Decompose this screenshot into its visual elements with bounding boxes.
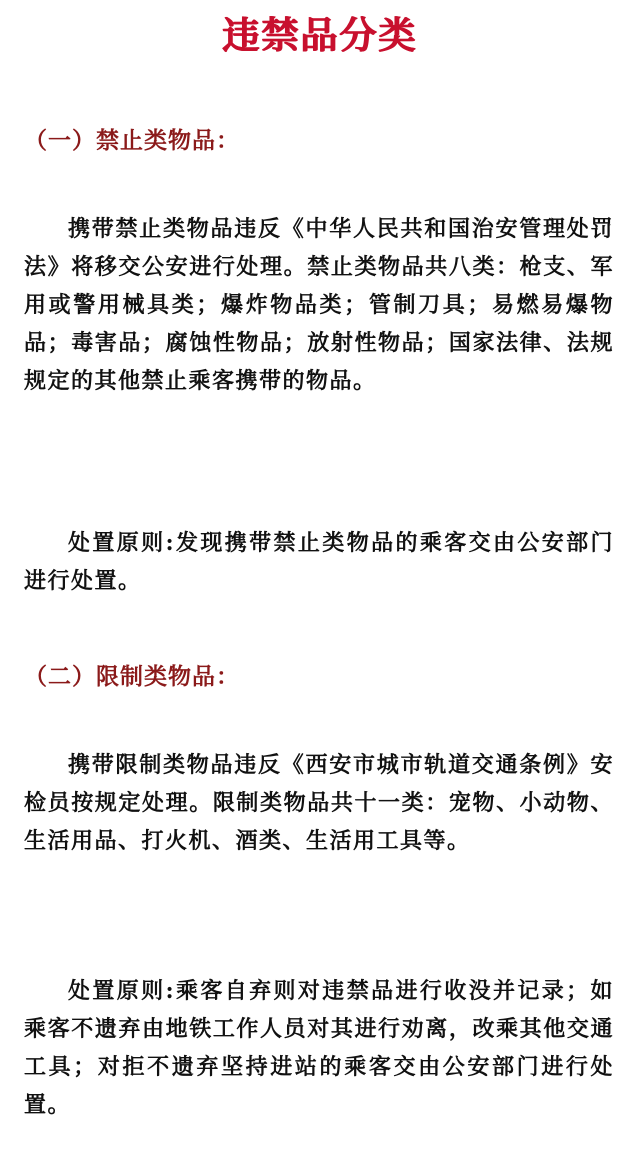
page-title: 违禁品分类 bbox=[222, 14, 418, 57]
paragraph-restricted-disposal: 处置原则:乘客自弃则对违禁品进行收没并记录；如乘客不遗弃由地铁工作人员对其进行劝离，改乘其他交通工具；对拒不遗弃坚持进站的乘客交由公安部门进行处置。 bbox=[24, 978, 614, 1118]
section-heading-prohibited: （一）禁止类物品： bbox=[24, 127, 240, 154]
paragraph-prohibited-description: 携带禁止类物品违反《中华人民共和国治安管理处罚法》将移交公安进行处理。禁止类物品共八类：枪支、军用或警用械具类；爆炸物品类；管制刀具；易燃易爆物品；毒害品；腐蚀性物品；放射性物品；国家法律、法规规定的其他禁止乘客携带的物品。 bbox=[24, 216, 614, 394]
section-heading-restricted: （二）限制类物品： bbox=[24, 663, 240, 690]
paragraph-prohibited-disposal: 处置原则:发现携带禁止类物品的乘客交由公安部门进行处置。 bbox=[24, 530, 614, 594]
paragraph-restricted-description: 携带限制类物品违反《西安市城市轨道交通条例》安检员按规定处理。限制类物品共十一类：宠物、小动物、生活用品、打火机、酒类、生活用工具等。 bbox=[24, 752, 614, 854]
